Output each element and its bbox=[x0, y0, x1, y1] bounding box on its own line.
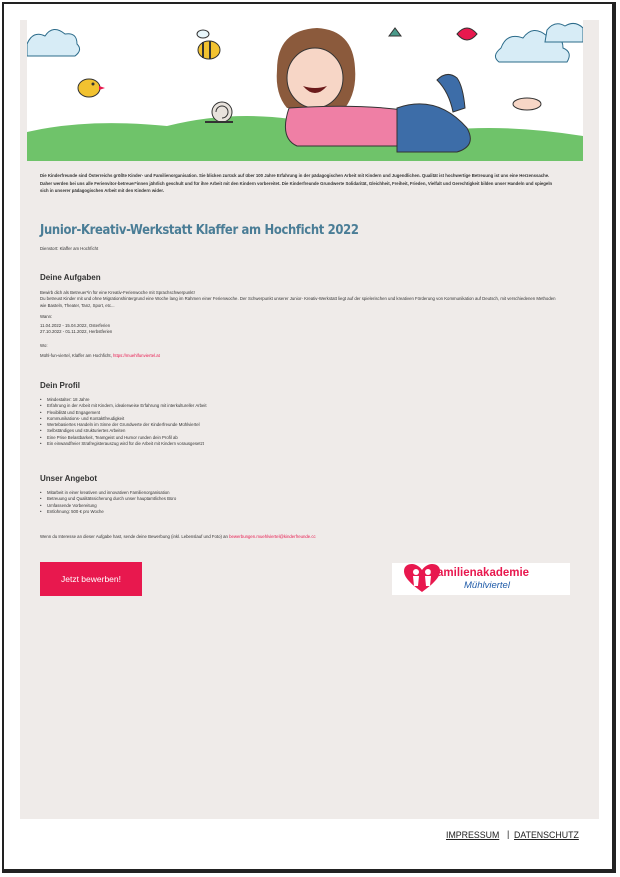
wann-date-2: 27.10.2022 - 01.11.2022, Herbstferien bbox=[40, 329, 113, 335]
butterfly-icon bbox=[457, 28, 477, 40]
footer-separator: | bbox=[507, 829, 510, 839]
wann-label: Wann: bbox=[40, 314, 53, 320]
list-item: • Entlohnung: 500 € pro Woche bbox=[40, 509, 176, 515]
wo-text: Mühl-fun-viertel, Klaffer am Hochficht, bbox=[40, 352, 113, 358]
aufgaben-line-2: Du betreust Kinder mit und ohne Migrationshintergrund eine Woche lang im Rahmen einer Ferienwoche. Der Schwerpunkt unserer Junior- Kreativ-Werkstatt liegt auf der spielerischen und kreativen Förderung von Kommunikation auf Deutsch, mit verschiedenen Methoden wie Basteln, Theater, Tanz, Sport, etc... bbox=[40, 296, 556, 308]
datenschutz-link[interactable]: DATENSCHUTZ bbox=[514, 830, 579, 840]
bee-icon bbox=[197, 30, 220, 59]
wo-line bbox=[40, 353, 560, 359]
angebot-list bbox=[40, 490, 176, 515]
profil-heading: Dein Profil bbox=[40, 381, 81, 390]
angebot-heading: Unser Angebot bbox=[40, 474, 98, 483]
list-item: • Wertebasiertes Handeln im Sinne der Grundwerte der Kinderfreunde Mühlviertel bbox=[40, 422, 207, 428]
aufgaben-heading: Deine Aufgaben bbox=[40, 273, 101, 282]
profil-list bbox=[40, 397, 207, 447]
impressum-link[interactable]: IMPRESSUM bbox=[446, 830, 500, 840]
dienstort: Dienstort: Klaffer am Hochficht bbox=[40, 246, 99, 251]
list-item: • Erfahrung in der Arbeit mit Kindern, idealerweise Erfahrung mit interkultureller Arbeit bbox=[40, 403, 207, 409]
logo-line-1: Familienakademie bbox=[430, 567, 530, 579]
bird-icon bbox=[78, 79, 105, 97]
list-item: • Ein einwandfreier Strafregisterauszug wird für die Arbeit mit Kindern vorausgesetzt bbox=[40, 441, 207, 447]
list-item: • Eine Prise Belastbarkeit, Teamgeist und Humor runden dein Profil ab bbox=[40, 435, 207, 441]
list-item: • Selbständiges und strukturiertes Arbeiten bbox=[40, 428, 207, 434]
apply-email-link[interactable]: bewerbungen.muehlviertel@kinderfreunde.cc bbox=[229, 534, 316, 539]
list-item: • Mindestalter: 18 Jahre bbox=[40, 397, 207, 403]
header-illustration bbox=[27, 20, 583, 161]
list-item: • Kommunikations- und Kontaktfreudigkeit bbox=[40, 416, 207, 422]
wo-link[interactable]: https://muehlfunviertel.at bbox=[113, 352, 160, 358]
apply-button[interactable]: Jetzt bewerben! bbox=[40, 562, 142, 596]
logo-line-2: Mühlviertel bbox=[464, 580, 510, 591]
list-item: • Betreuung und Qualitätssicherung durch unser hauptamtliches Büro bbox=[40, 496, 176, 502]
wo-label: Wo: bbox=[40, 343, 48, 349]
list-item: • Umfassende Vorbereitung bbox=[40, 503, 176, 509]
job-title: Junior-Kreativ-Werkstatt Klaffer am Hochficht 2022 bbox=[40, 222, 359, 238]
familienakademie-logo bbox=[392, 563, 570, 595]
apply-text-label: Wenn du Interesse an dieser Aufgabe hast, sende deine Bewerbung (inkl. Lebenslauf und Foto) an bbox=[40, 534, 230, 539]
list-item: • Mitarbeit in einer kreativen und innovativen Familienorganisation bbox=[40, 490, 176, 496]
intro-text: Die Kinderfreunde sind Österreichs größte Kinder- und Familienorganisation. Sie blicken zurück auf über 100 Jahre Erfahrung in der pädagogischen Arbeit mit Kindern und Jugendlichen. Qualität ist hochwertige Betreuung ist uns eine Herzenssache. Daher werden bei uns alle Ferienvitor-betreuer*innen jährlich geschult und für ihre Arbeit mit den Kindern vorbereitet. Die Kinderfreunde Grundwerte Solidarität, Gleichheit, Freiheit, Frieden, Vielfalt und Gerechtigkeit bilden unser Handeln und spiegeln sich in unserer pädagogischen Arbeit mit den Kindern wider. bbox=[40, 173, 553, 194]
aufgaben-line-1: Bewirb dich als Betreuer*in für eine Kreativ-Ferienwoche mit Sprachschwerpunkt! bbox=[40, 290, 195, 295]
wann-date-1: 11.04.2022 - 15.04.2022, Osterferien bbox=[40, 322, 111, 328]
aufgaben-text bbox=[40, 290, 560, 359]
list-item: • Flexibilität und Engagement bbox=[40, 410, 207, 416]
apply-text bbox=[40, 534, 560, 540]
